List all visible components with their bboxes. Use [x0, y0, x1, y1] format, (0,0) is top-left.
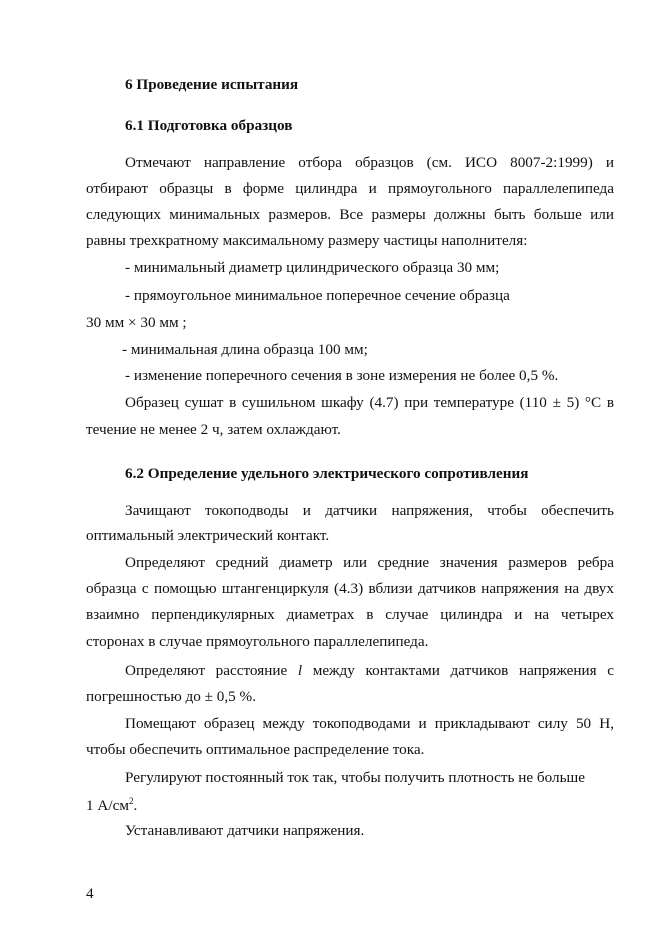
paragraph-line: Определяют расстояние l между контактами датчиков напряжения с	[125, 662, 614, 679]
subsection-heading-6-1: 6.1 Подготовка образцов	[125, 117, 293, 134]
list-item-continuation: 30 мм × 30 мм ;	[86, 314, 187, 331]
paragraph-line: Отмечают направление отбора образцов (см. ИСО 8007-2:1999) и	[125, 154, 614, 171]
paragraph-line: отбирают образцы в форме цилиндра и прямоугольного параллелепипеда	[86, 180, 614, 197]
paragraph-line: 1 $А/см^2$.	[86, 796, 138, 814]
paragraph-line: следующих минимальных размеров. Все размеры должны быть больше или	[86, 206, 614, 223]
paragraph-line: Устанавливают датчики напряжения.	[125, 822, 365, 839]
list-item: - прямоугольное минимальное поперечное сечение образца	[125, 287, 510, 304]
paragraph-line: равны трехкратному максимальному размеру частицы наполнителя:	[86, 232, 528, 249]
paragraph-line: Регулируют постоянный ток так, чтобы получить плотность не больше	[125, 769, 585, 786]
paragraph-line: оптимальный электрический контакт.	[86, 527, 330, 544]
list-item: - минимальный диаметр цилиндрического образца 30 мм;	[125, 259, 500, 276]
paragraph-line: образца с помощью штангенциркуля (4.3) вблизи датчиков напряжения на двух	[86, 580, 614, 597]
paragraph-line: сторонах в случае прямоугольного параллелепипеда.	[86, 633, 429, 650]
length-symbol: l	[297, 662, 303, 679]
paragraph-line: Зачищают токоподводы и датчики напряжения, чтобы обеспечить	[125, 502, 614, 519]
section-heading-6: 6 Проведение испытания	[125, 76, 299, 93]
paragraph-line: Образец сушат в сушильном шкафу (4.7) при температуре (110 ± 5) °С в	[125, 394, 614, 411]
page-number: 4	[86, 885, 94, 902]
list-item: - изменение поперечного сечения в зоне измерения не более 0,5 %.	[125, 367, 559, 384]
paragraph-line: Помещают образец между токоподводами и прикладывают силу 50 Н,	[125, 715, 614, 732]
list-item: - минимальная длина образца 100 мм;	[122, 341, 368, 358]
paragraph-line: взаимно перпендикулярных диаметрах в случае цилиндра и на четырех	[86, 606, 614, 623]
paragraph-line: погрешностью до ± 0,5 %.	[86, 688, 257, 705]
subsection-heading-6-2: 6.2 Определение удельного электрического сопротивления	[125, 465, 529, 482]
paragraph-line: Определяют средний диаметр или средние значения размеров ребра	[125, 554, 614, 571]
exponent: 2	[128, 796, 134, 806]
paragraph-line: течение не менее 2 ч, затем охлаждают.	[86, 421, 341, 438]
paragraph-line: чтобы обеспечить оптимальное распределение тока.	[86, 741, 425, 758]
